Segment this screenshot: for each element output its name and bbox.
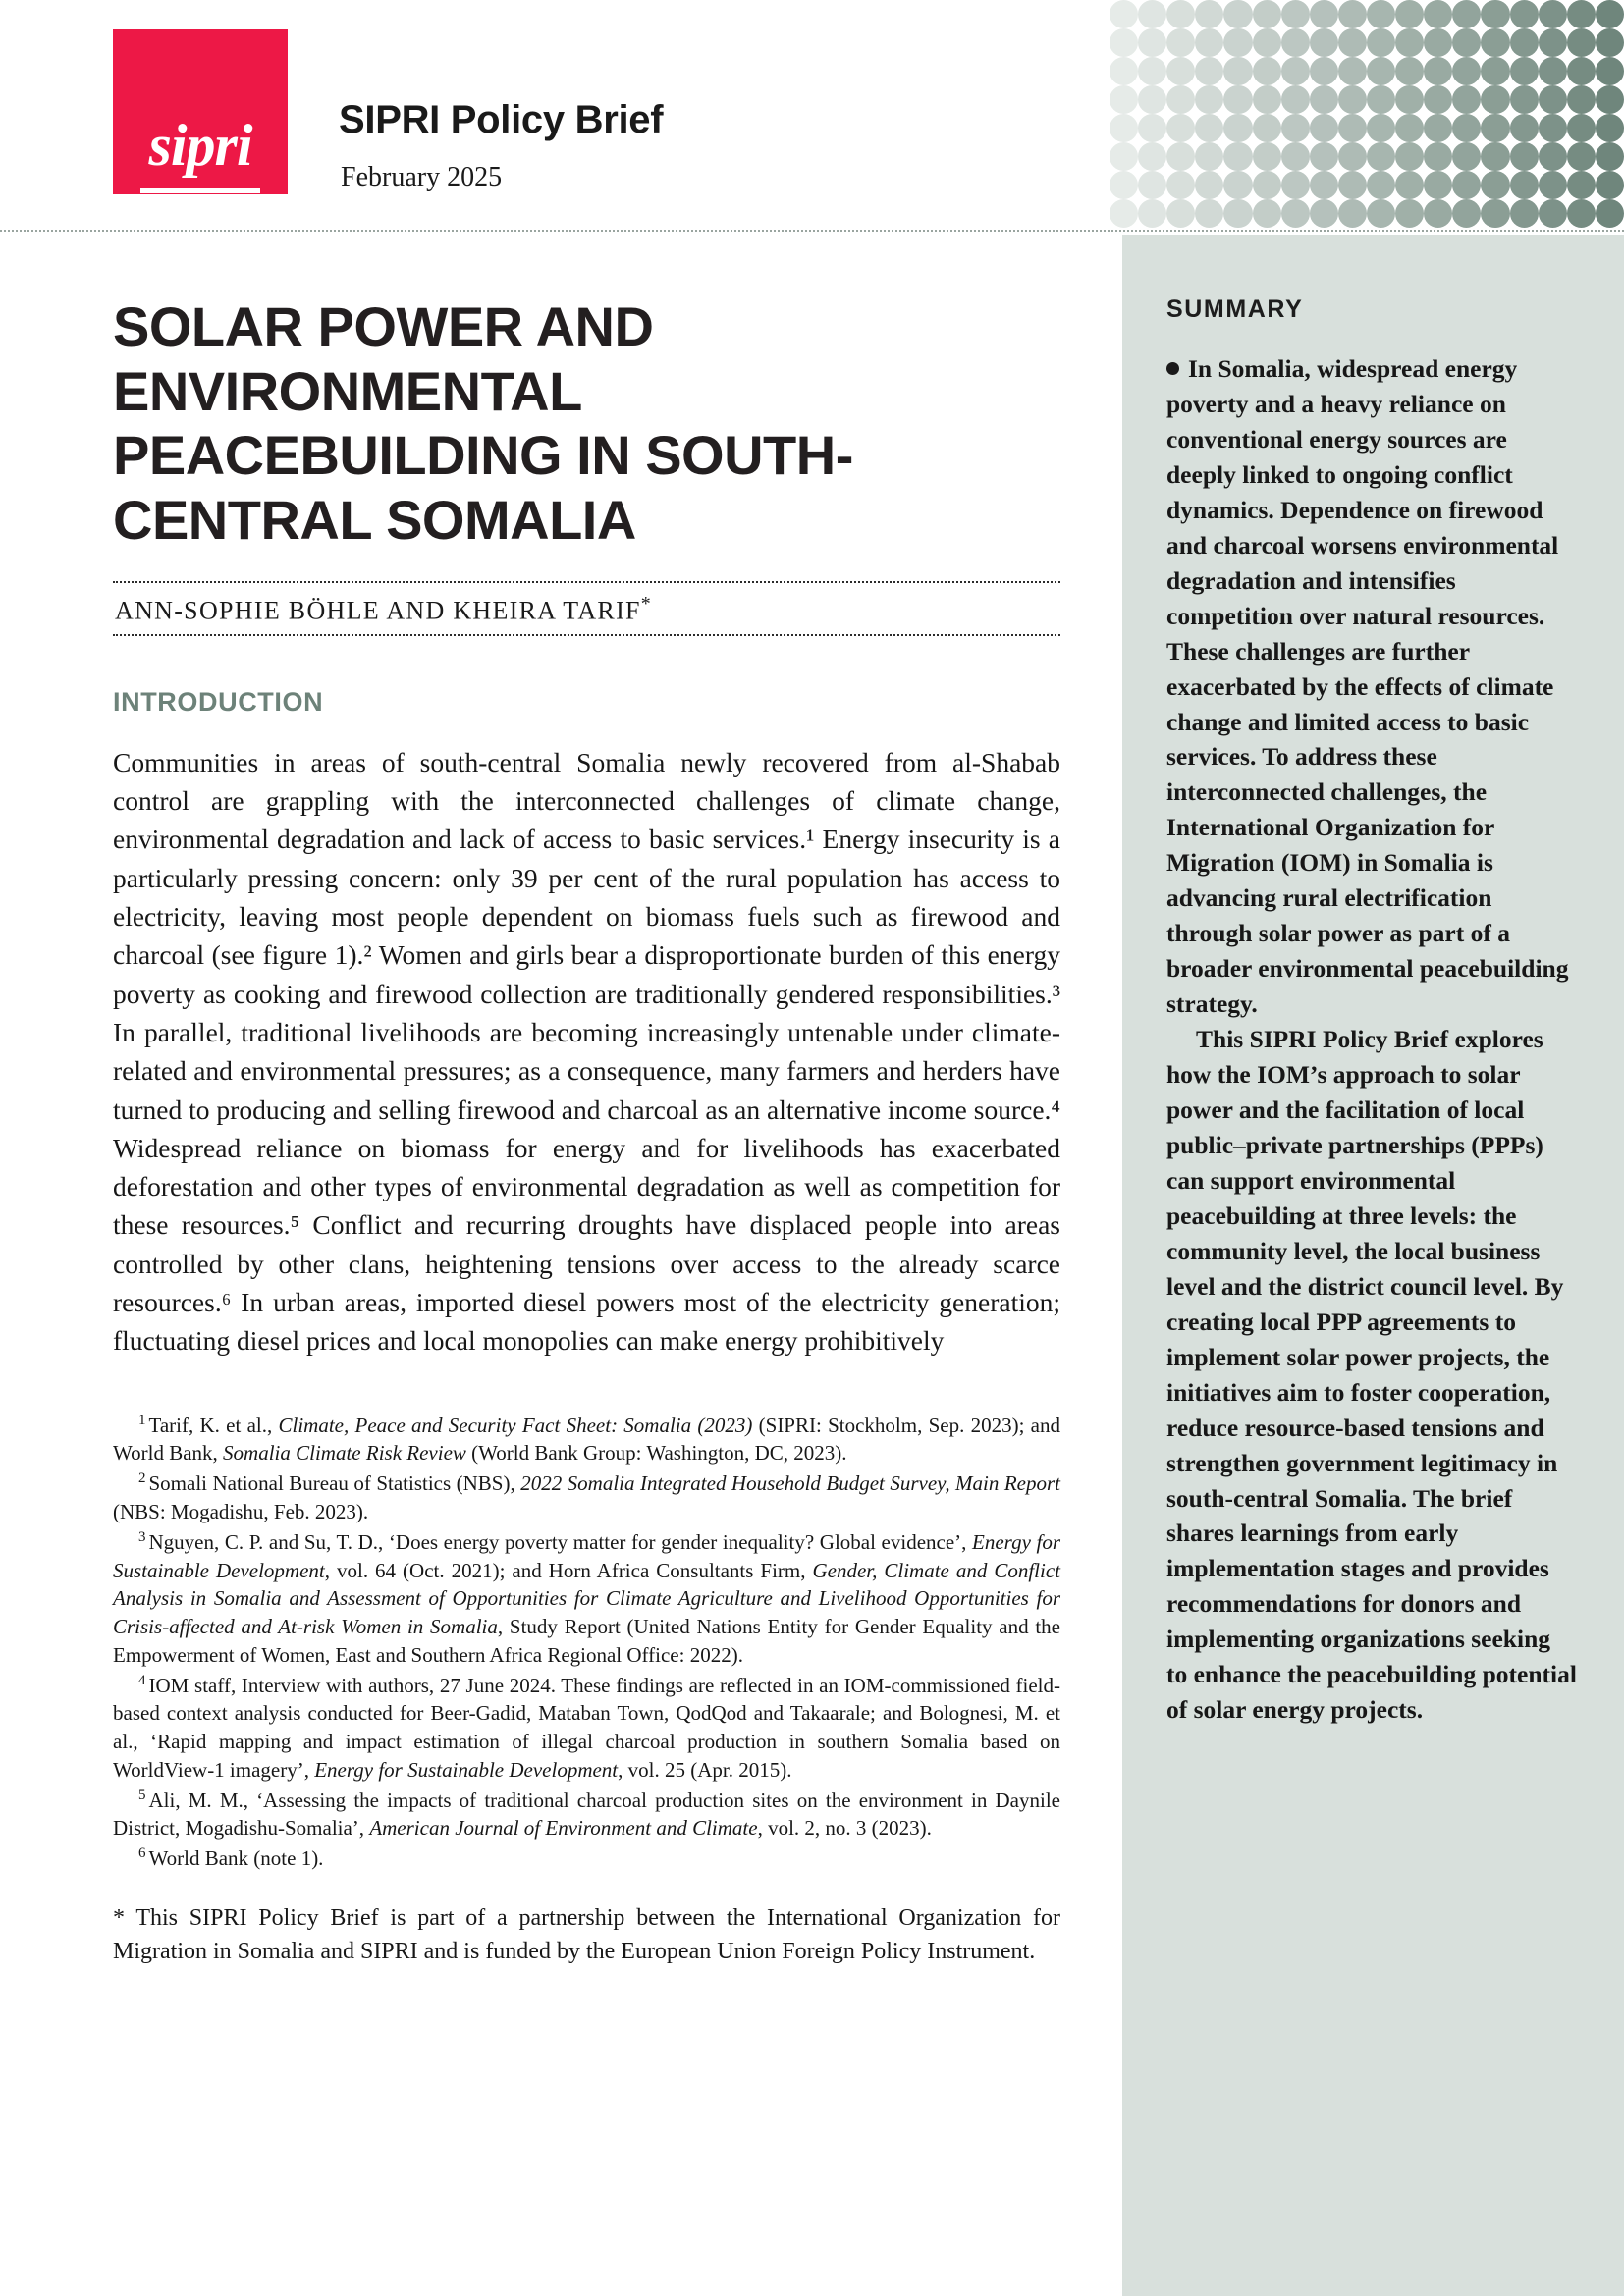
dot-grid-cell (1310, 114, 1338, 142)
dot-grid-cell (1510, 114, 1539, 142)
dot-grid-cell (1481, 114, 1509, 142)
dot-grid-cell (1596, 28, 1624, 57)
dot-grid-cell (1567, 85, 1596, 114)
dot-grid-cell (1510, 0, 1539, 28)
footnote-number: 2 (138, 1470, 146, 1487)
dot-grid-cell (1310, 85, 1338, 114)
footnote-text: Tarif, K. et al., (148, 1413, 279, 1437)
footnote-text: , Study Report (United Nations Entity for Gender Equality and the Empowerment of Women, East and Southern Africa Regional Office: 2022). (113, 1615, 1060, 1667)
footnote-number: 4 (138, 1672, 146, 1688)
dot-grid-cell (1452, 28, 1481, 57)
dot-grid-cell (1567, 142, 1596, 171)
summary-paragraph (1166, 351, 1577, 1022)
dot-grid-cell (1223, 85, 1252, 114)
authors-footnote-marker: * (640, 593, 653, 615)
dot-grid-cell (1338, 0, 1367, 28)
dot-grid-cell (1596, 57, 1624, 85)
dot-grid-cell (1395, 28, 1424, 57)
dot-grid-cell (1567, 0, 1596, 28)
dot-grid-cell (1281, 57, 1310, 85)
dot-grid-cell (1596, 85, 1624, 114)
dot-grid-cell (1310, 199, 1338, 228)
partnership-note: * This SIPRI Policy Brief is part of a partnership between the International Organization for Migration in Somalia and SIPRI and is funded by the European Union Foreign Policy Instrument. (113, 1904, 1060, 1964)
dot-grid-cell (1281, 142, 1310, 171)
dot-grid-cell (1110, 28, 1138, 57)
dot-grid-cell (1110, 85, 1138, 114)
dot-grid-cell (1338, 171, 1367, 199)
decorative-dot-grid (1110, 0, 1624, 228)
dot-grid-cell (1424, 199, 1452, 228)
summary-paragraph (1166, 1022, 1577, 1728)
dot-grid-cell (1338, 85, 1367, 114)
dot-grid-cell (1281, 199, 1310, 228)
dot-grid-cell (1539, 57, 1567, 85)
footnote-text: Energy for Sustainable Development (314, 1757, 619, 1782)
sipri-logo-underline (140, 188, 260, 193)
dot-grid-cell (1281, 171, 1310, 199)
dot-grid-cell (1223, 199, 1252, 228)
byline-block (113, 581, 1060, 636)
dot-grid-cell (1110, 171, 1138, 199)
dot-grid-cell (1253, 142, 1281, 171)
dot-grid-cell (1138, 57, 1166, 85)
dot-grid-cell (1510, 57, 1539, 85)
footnote-item (113, 1844, 1060, 1873)
dot-grid-cell (1223, 57, 1252, 85)
dot-grid-cell (1338, 114, 1367, 142)
dot-grid-cell (1253, 85, 1281, 114)
dot-grid-cell (1452, 0, 1481, 28)
dot-grid-cell (1166, 142, 1195, 171)
dot-grid-cell (1395, 85, 1424, 114)
footnote-text: Somali National Bureau of Statistics (NBS), (148, 1471, 521, 1496)
page-title: SOLAR POWER AND ENVIRONMENTAL PEACEBUILDING IN SOUTH-CENTRAL SOMALIA (113, 295, 853, 551)
publication-date: February 2025 (341, 162, 503, 192)
dot-grid-cell (1367, 0, 1395, 28)
dot-grid-cell (1539, 0, 1567, 28)
dot-grid-cell (1367, 85, 1395, 114)
dot-grid-cell (1223, 171, 1252, 199)
dot-grid-cell (1367, 57, 1395, 85)
dot-grid-cell (1567, 199, 1596, 228)
publication-title: SIPRI Policy Brief (339, 98, 664, 141)
dot-grid-cell (1367, 28, 1395, 57)
dot-grid-cell (1395, 142, 1424, 171)
bullet-icon (1166, 362, 1179, 375)
footnote-number: 6 (138, 1845, 146, 1862)
dot-grid-cell (1424, 142, 1452, 171)
dot-grid-cell (1539, 85, 1567, 114)
summary-body (1166, 351, 1577, 1728)
dot-grid-cell (1281, 0, 1310, 28)
authors-byline (113, 583, 1060, 634)
dot-grid-cell (1424, 0, 1452, 28)
dot-grid-cell (1567, 28, 1596, 57)
dot-grid-cell (1223, 28, 1252, 57)
dot-grid-cell (1223, 114, 1252, 142)
dot-grid-cell (1138, 85, 1166, 114)
footnote-number: 5 (138, 1787, 146, 1803)
dot-grid-cell (1367, 171, 1395, 199)
dot-grid-cell (1166, 199, 1195, 228)
dot-grid-cell (1596, 199, 1624, 228)
dot-grid-cell (1253, 28, 1281, 57)
dot-grid-cell (1253, 199, 1281, 228)
footnote-item (113, 1528, 1060, 1670)
dot-grid-cell (1596, 0, 1624, 28)
dot-grid-cell (1539, 28, 1567, 57)
dot-grid-cell (1424, 171, 1452, 199)
summary-sidebar (1122, 235, 1624, 2296)
footnote-text: (World Bank Group: Washington, DC, 2023). (465, 1441, 847, 1466)
byline-rule-bottom (113, 634, 1060, 636)
dot-grid-cell (1338, 57, 1367, 85)
dot-grid-cell (1424, 57, 1452, 85)
footnote-text: (NBS: Mogadishu, Feb. 2023). (113, 1500, 369, 1524)
footnote-text: Gender, Climate and Conflict Analysis in Somalia and Assessment of Opportunities for Climate Agriculture and Livelihood Opportunities for Crisis-affected and At-risk Women in Somalia (113, 1558, 1060, 1639)
dot-grid-cell (1510, 85, 1539, 114)
dot-grid-cell (1395, 171, 1424, 199)
dot-grid-cell (1452, 85, 1481, 114)
dot-grid-cell (1367, 199, 1395, 228)
dot-grid-cell (1223, 0, 1252, 28)
section-heading-introduction: INTRODUCTION (113, 686, 324, 717)
dot-grid-cell (1110, 142, 1138, 171)
authors-names: ANN-SOPHIE BÖHLE AND KHEIRA TARIF (115, 596, 641, 625)
dot-grid-cell (1567, 57, 1596, 85)
dot-grid-cell (1253, 57, 1281, 85)
dot-grid-cell (1424, 85, 1452, 114)
header-divider-rule (0, 230, 1624, 232)
footnote-text: Climate, Peace and Security Fact Sheet: Somalia (2023) (278, 1413, 753, 1437)
dot-grid-cell (1424, 28, 1452, 57)
dot-grid-cell (1452, 142, 1481, 171)
footnote-text: Energy for Sustainable Development (113, 1529, 1061, 1582)
dot-grid-cell (1281, 28, 1310, 57)
dot-grid-cell (1338, 28, 1367, 57)
dot-grid-cell (1310, 142, 1338, 171)
dot-grid-cell (1110, 0, 1138, 28)
dot-grid-cell (1195, 28, 1223, 57)
dot-grid-cell (1195, 142, 1223, 171)
dot-grid-cell (1395, 0, 1424, 28)
summary-paragraph-text: This SIPRI Policy Brief explores how the IOM’s approach to solar power and the facilitation of local public–private partnerships (PPPs) can support environmental peacebuilding at three levels: the community level, the local business level and the district council level. By creating local PPP agreements to implement solar power projects, the initiatives aim to foster cooperation, reduce resource-based tensions and strengthen government legitimacy in south-central Somalia. The brief shares learnings from early implementation stages and provides recommendations for donors and implementing organizations seeking to enhance the peacebuilding potential of solar energy projects. (1166, 1025, 1577, 1725)
dot-grid-cell (1395, 199, 1424, 228)
dot-grid-cell (1195, 114, 1223, 142)
dot-grid-cell (1195, 85, 1223, 114)
dot-grid-cell (1567, 171, 1596, 199)
dot-grid-cell (1166, 85, 1195, 114)
dot-grid-cell (1481, 57, 1509, 85)
dot-grid-cell (1138, 199, 1166, 228)
dot-grid-cell (1452, 171, 1481, 199)
footnote-item (113, 1787, 1060, 1843)
dot-grid-cell (1281, 85, 1310, 114)
dot-grid-cell (1138, 171, 1166, 199)
footnote-text: Somalia Climate Risk Review (223, 1441, 466, 1466)
dot-grid-cell (1253, 171, 1281, 199)
dot-grid-cell (1166, 57, 1195, 85)
dot-grid-cell (1481, 85, 1509, 114)
dot-grid-cell (1195, 0, 1223, 28)
footnote-text: 2022 Somalia Integrated Household Budget Survey, Main Report (520, 1471, 1060, 1496)
footnote-text: , vol. 2, no. 3 (2023). (757, 1816, 932, 1841)
dot-grid-cell (1195, 171, 1223, 199)
summary-paragraph-text: In Somalia, widespread energy poverty and a heavy reliance on conventional energy sources are deeply linked to ongoing conflict dynamics. Dependence on firewood and charcoal worsens environmental degradation and intensifies competition over natural resources. These challenges are further exacerbated by the effects of climate change and limited access to basic services. To address these interconnected challenges, the International Organization for Migration (IOM) in Somalia is advancing rural electrification through solar power as part of a broader environmental peacebuilding strategy. (1166, 354, 1569, 1019)
dot-grid-cell (1510, 28, 1539, 57)
dot-grid-cell (1310, 28, 1338, 57)
dot-grid-cell (1395, 114, 1424, 142)
dot-grid-cell (1452, 199, 1481, 228)
dot-grid-cell (1510, 142, 1539, 171)
dot-grid-cell (1481, 0, 1509, 28)
dot-grid-cell (1481, 199, 1509, 228)
dot-grid-cell (1481, 142, 1509, 171)
footnote-text: Ali, M. M., ‘Assessing the impacts of traditional charcoal production sites on the environment in Daynile District, Mogadishu-Somalia’, (113, 1788, 1060, 1841)
dot-grid-cell (1253, 114, 1281, 142)
footnote-item (113, 1469, 1060, 1526)
dot-grid-cell (1539, 114, 1567, 142)
footnotes-list (113, 1412, 1060, 1873)
dot-grid-cell (1310, 57, 1338, 85)
dot-grid-cell (1195, 199, 1223, 228)
dot-grid-cell (1395, 57, 1424, 85)
dot-grid-cell (1166, 28, 1195, 57)
dot-grid-cell (1310, 171, 1338, 199)
dot-grid-cell (1166, 114, 1195, 142)
dot-grid-cell (1166, 171, 1195, 199)
dot-grid-cell (1510, 171, 1539, 199)
summary-heading: SUMMARY (1166, 295, 1304, 323)
dot-grid-cell (1424, 114, 1452, 142)
footnote-item (113, 1412, 1060, 1468)
introduction-paragraph: Communities in areas of south-central Somalia newly recovered from al-Shabab control are grappling with the interconnected challenges of climate change, environmental degradation and lack of access to basic services.¹ Energy insecurity is a particularly pressing concern: only 39 per cent of the rural population has access to electricity, leaving most people dependent on biomass fuels such as firewood and charcoal (see figure 1).² Women and girls bear a disproportionate burden of this energy poverty as cooking and firewood collection are traditionally gendered responsibilities.³ In parallel, traditional livelihoods are becoming increasingly untenable under climate-related and environmental pressures; as a consequence, many farmers and herders have turned to producing and selling firewood and charcoal as an alternative income source.⁴ Widespread reliance on biomass for energy and for livelihoods has exacerbated deforestation and other types of environmental degradation as well as competition for these resources.⁵ Conflict and recurring droughts have displaced people into areas controlled by other clans, heightening tensions over access to the already scarce resources.⁶ In urban areas, imported diesel powers most of the electricity generation; fluctuating diesel prices and local monopolies can make energy prohibitively (113, 746, 1060, 1357)
dot-grid-cell (1223, 142, 1252, 171)
dot-grid-cell (1338, 142, 1367, 171)
footnote-text: , vol. 64 (Oct. 2021); and Horn Africa Consultants Firm, (324, 1558, 813, 1582)
dot-grid-cell (1138, 142, 1166, 171)
dot-grid-cell (1110, 57, 1138, 85)
dot-grid-cell (1510, 199, 1539, 228)
dot-grid-cell (1138, 114, 1166, 142)
dot-grid-cell (1596, 142, 1624, 171)
dot-grid-cell (1481, 28, 1509, 57)
dot-grid-cell (1195, 57, 1223, 85)
dot-grid-cell (1110, 114, 1138, 142)
dot-grid-cell (1567, 114, 1596, 142)
footnote-text: American Journal of Environment and Climate (369, 1816, 758, 1841)
dot-grid-cell (1539, 171, 1567, 199)
dot-grid-cell (1281, 114, 1310, 142)
dot-grid-cell (1138, 28, 1166, 57)
footnote-text: World Bank (note 1). (148, 1846, 324, 1871)
dot-grid-cell (1452, 57, 1481, 85)
dot-grid-cell (1596, 114, 1624, 142)
footnote-text: , vol. 25 (Apr. 2015). (618, 1757, 792, 1782)
dot-grid-cell (1367, 114, 1395, 142)
dot-grid-cell (1481, 171, 1509, 199)
dot-grid-cell (1138, 0, 1166, 28)
dot-grid-cell (1338, 199, 1367, 228)
dot-grid-cell (1539, 199, 1567, 228)
sipri-logo-wordmark: sipri (148, 113, 252, 178)
page-header (0, 0, 1624, 232)
footnote-item (113, 1672, 1060, 1785)
footnote-number: 1 (138, 1412, 146, 1428)
dot-grid-cell (1253, 0, 1281, 28)
footnote-text: (SIPRI: Stockholm, Sep. 2023); and World Bank, (113, 1413, 1060, 1466)
dot-grid-cell (1367, 142, 1395, 171)
footnote-number: 3 (138, 1528, 146, 1545)
dot-grid-cell (1596, 171, 1624, 199)
main-content-column (113, 294, 1060, 1992)
dot-grid-cell (1539, 142, 1567, 171)
footnote-text: Nguyen, C. P. and Su, T. D., ‘Does energy poverty matter for gender inequality? Global evidence’, (148, 1529, 973, 1554)
dot-grid-cell (1310, 0, 1338, 28)
sipri-logo (113, 29, 288, 194)
dot-grid-cell (1166, 0, 1195, 28)
dot-grid-cell (1452, 114, 1481, 142)
dot-grid-cell (1110, 199, 1138, 228)
footnote-text: IOM staff, Interview with authors, 27 June 2024. These findings are reflected in an IOM-commissioned field-based context analysis conducted for Beer-Gadid, Mataban Town, QodQod and Takaarale; and Bolognesi, M. et al., ‘Rapid mapping and impact estimation of illegal charcoal production in southern Somalia based on WorldView-1 imagery’, (113, 1673, 1060, 1782)
